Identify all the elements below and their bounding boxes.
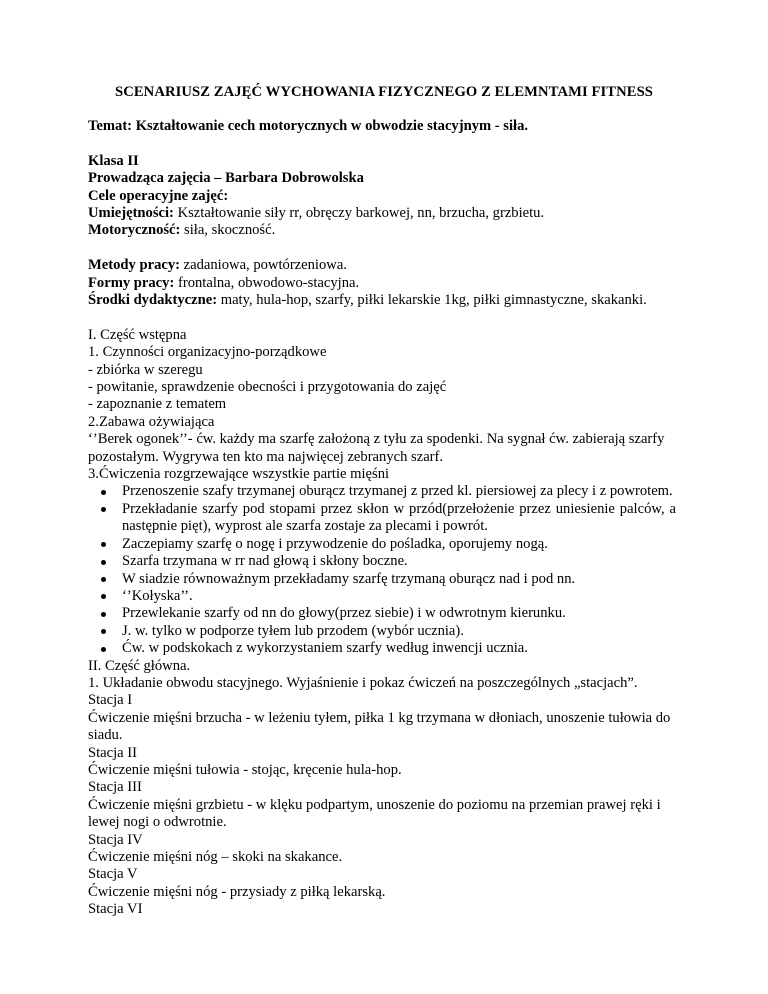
- class-line: Klasa II: [88, 152, 139, 169]
- organizational-item: 1. Czynności organizacyjno-porządkowe: [88, 344, 327, 361]
- warmup-item: Przenoszenie szafy trzymanej oburącz trzymanej z przed kl. piersiowej za plecy i z powrotem.: [88, 483, 676, 500]
- circuit-setup: 1. Układanie obwodu stacyjnego. Wyjaśnienie i pokaz ćwiczeń na poszczególnych „stacjach”.: [88, 674, 638, 691]
- topic-line: Temat: Kształtowanie cech motorycznych w obwodzie stacyjnym - siła.: [88, 118, 529, 134]
- part-two-heading: II. Część główna.: [88, 657, 191, 674]
- warmup-item: Przekładanie szarfy pod stopami przez skłon w przód(przełożenie przez uniesienie palców, a następnie pięt), wyprost ale szarfa zostaje za plecami i powrót.: [88, 501, 676, 536]
- warmup-item: Ćw. w podskokach z wykorzystaniem szarfy według inwencji ucznia.: [88, 640, 676, 657]
- warmup-item: J. w. tylko w podporze tyłem lub przodem (wybór ucznia).: [88, 623, 676, 640]
- station-description: Ćwiczenie mięśni grzbietu - w klęku podpartym, unoszenie do poziomu na przemian prawej ręki i lewej nogi o odwrotnie.: [88, 796, 661, 831]
- motor-line: Motoryczność: siła, skoczność.: [88, 222, 276, 239]
- station-description: Ćwiczenie mięśni nóg – skoki na skakance.: [88, 849, 343, 866]
- station-name: Stacja II: [88, 744, 138, 761]
- bullet-icon: [101, 507, 106, 512]
- bullet-icon: [101, 577, 106, 582]
- station-name: Stacja I: [88, 692, 133, 709]
- warmup-item: Szarfa trzymana w rr nad głową i skłony boczne.: [88, 553, 676, 570]
- game-heading: 2.Zabawa ożywiająca: [88, 413, 215, 430]
- station-name: Stacja III: [88, 779, 142, 796]
- game-description: ‘’Berek ogonek’’- ćw. każdy ma szarfę założoną z tyłu za spodenki. Na sygnał ćw. zabierają szarfy pozostałym. Wygrywa ten kto ma najwięcej zebranych szarf.: [88, 431, 665, 465]
- warmup-item: Zaczepiamy szarfę o nogę i przywodzenie do pośladka, oporujemy nogą.: [88, 536, 676, 553]
- warmup-item: ‘’Kołyska’’.: [88, 588, 676, 605]
- station-description: Ćwiczenie mięśni brzucha - w leżeniu tyłem, piłka 1 kg trzymana w dłoniach, unoszenie tułowia do siadu.: [88, 709, 671, 744]
- document-title: SCENARIUSZ ZAJĘĆ WYCHOWANIA FIZYCZNEGO Z ELEMNTAMI FITNESS: [114, 84, 654, 100]
- list-item: - zapoznanie z tematem: [88, 396, 227, 413]
- station-description: Ćwiczenie mięśni tułowia - stojąc, kręcenie hula-hop.: [88, 761, 402, 778]
- resources-line: Środki dydaktyczne: maty, hula-hop, szarfy, piłki lekarskie 1kg, piłki gimnastyczne, skakanki.: [88, 292, 647, 309]
- methods-line: Metody pracy: zadaniowa, powtórzeniowa.: [88, 257, 347, 274]
- warmup-item: Przewlekanie szarfy od nn do głowy(przez siebie) i w odwrotnym kierunku.: [88, 605, 676, 622]
- forms-line: Formy pracy: frontalna, obwodowo-stacyjna.: [88, 274, 360, 291]
- goals-heading: Cele operacyjne zajęć:: [88, 187, 229, 204]
- bullet-icon: [101, 542, 106, 547]
- bullet-icon: [101, 560, 106, 565]
- station-description: Ćwiczenie mięśni nóg - przysiady z piłką lekarską.: [88, 883, 386, 900]
- warmup-item: W siadzie równoważnym przekładamy szarfę trzymaną oburącz nad i pod nn.: [88, 571, 676, 588]
- station-name: Stacja IV: [88, 831, 143, 848]
- bullet-icon: [101, 647, 106, 652]
- teacher-line: Prowadząca zajęcia – Barbara Dobrowolska: [88, 170, 364, 187]
- warmup-list: [88, 483, 676, 657]
- bullet-icon: [101, 490, 106, 495]
- list-item: - powitanie, sprawdzenie obecności i przygotowania do zajęć: [88, 379, 447, 396]
- station-name: Stacja V: [88, 866, 138, 883]
- part-one-heading: I. Część wstępna: [88, 326, 187, 343]
- station-name: Stacja VI: [88, 901, 143, 918]
- bullet-icon: [101, 612, 106, 617]
- skills-line: Umiejętności: Kształtowanie siły rr, obręczy barkowej, nn, brzucha, grzbietu.: [88, 205, 545, 222]
- bullet-icon: [101, 629, 106, 634]
- bullet-icon: [101, 594, 106, 599]
- warmup-heading: 3.Ćwiczenia rozgrzewające wszystkie partie mięśni: [88, 466, 390, 483]
- list-item: - zbiórka w szeregu: [88, 361, 203, 378]
- document-body: [88, 118, 676, 919]
